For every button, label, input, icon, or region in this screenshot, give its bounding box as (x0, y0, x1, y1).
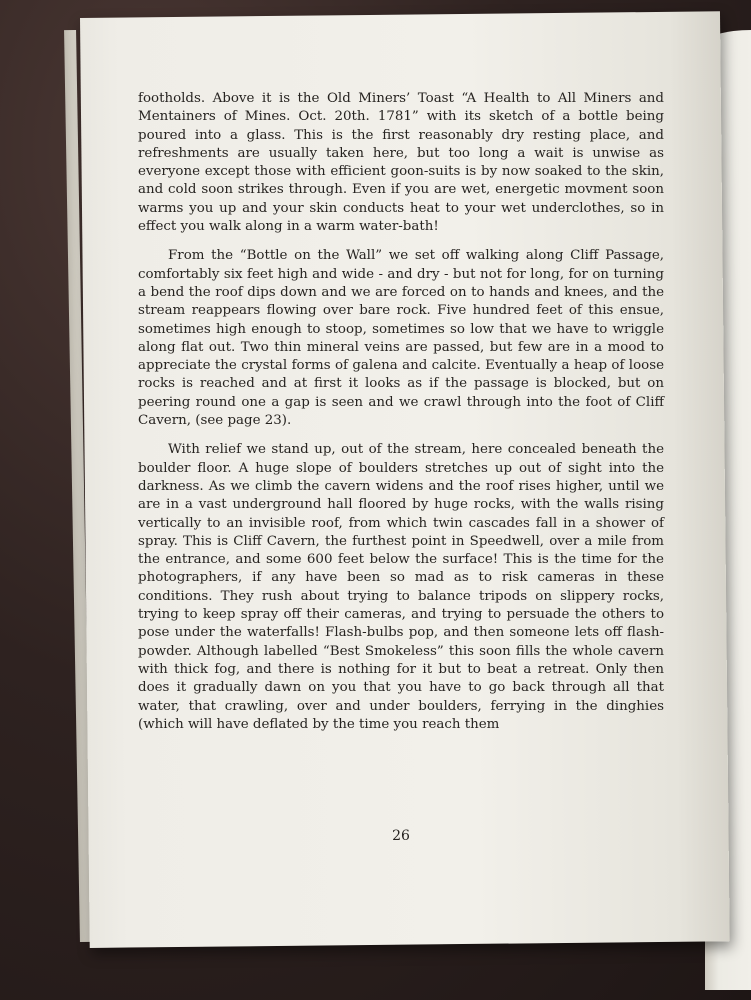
page-text (138, 90, 664, 745)
paragraph-3: With relief we stand up, out of the stream, here concealed beneath the boulder floor. A huge slope of boulders stretches up out of sight into the darkness. As we climb the cavern widens and the roof rises higher, until we are in a vast underground hall floored by huge rocks, with the walls rising vertically to an invisible roof, from which twin cascades fall in a shower of spray. This is Cliff Cavern, the furthest point in Speedwell, over a mile from the entrance, and some 600 feet below the surface! This is the time for the photographers, if any have been so mad as to risk cameras in these conditions. They rush about trying to balance tripods on slippery rocks, trying to keep spray off their cameras, and trying to persuade the others to pose under the waterfalls! Flash-bulbs pop, and then someone lets off flash-powder. Although labelled “Best Smokeless” this soon fills the whole cavern with thick fog, and there is nothing for it but to beat a retreat. Only then does it gradually dawn on you that you have to go back through all that water, that crawling, over and under boulders, ferrying in the dinghies (which will have deflated by the time you reach them (138, 442, 664, 732)
page-number: 26 (392, 828, 410, 844)
paragraph-1: footholds. Above it is the Old Miners’ Toast “A Health to All Miners and Mentainers of Mines. Oct. 20th. 1781” with its sketch of a bottle being poured into a glass. This is the first reasonably dry resting place, and refreshments are usually taken here, but too long a wait is unwise as everyone except those with efficient goon-suits is by now soaked to the skin, and cold soon strikes through. Even if you are wet, energetic movment soon warms you up and your skin conducts heat to your wet underclothes, so in effect you walk along in a warm water-bath! (138, 91, 664, 235)
paragraph-2: From the “Bottle on the Wall” we set off walking along Cliff Passage, comfortably six feet high and wide - and dry - but not for long, for on turning a bend the roof dips down and we are forced on to hands and knees, and the stream reappears flowing over bare rock. Five hundred feet of this ensue, sometimes high enough to stoop, sometimes so low that we have to wriggle along flat out. Two thin mineral veins are passed, but few are in a mood to appreciate the crystal forms of galena and calcite. Eventually a heap of loose rocks is reached and at first it looks as if the passage is blocked, but on peering round one a gap is seen and we crawl through into the foot of Cliff Cavern, (see page 23). (138, 248, 664, 429)
